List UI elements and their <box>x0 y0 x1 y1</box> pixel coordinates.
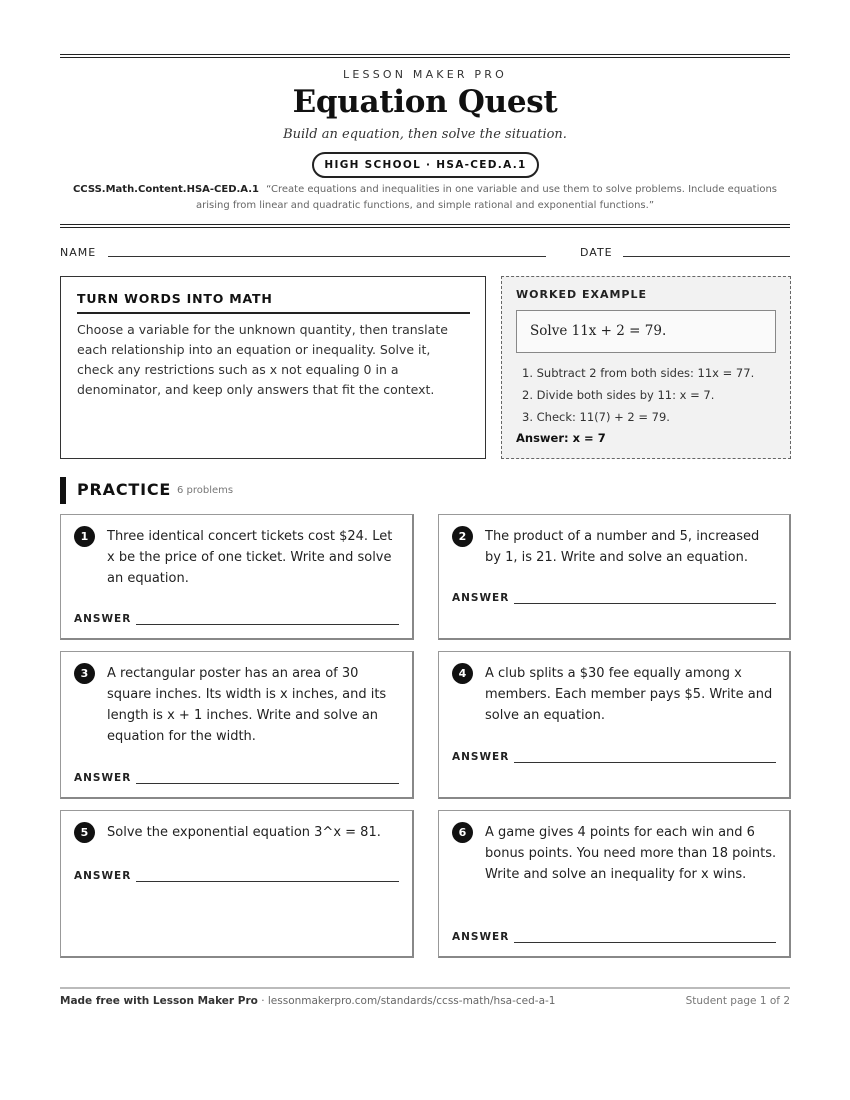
problem-card-3 <box>60 651 414 799</box>
page-title: Equation Quest <box>292 84 558 120</box>
practice-accent-bar <box>60 477 66 504</box>
answer-label: ANSWER <box>452 592 510 604</box>
problem-number-badge: 1 <box>74 526 95 547</box>
problem-number-badge: 5 <box>74 822 95 843</box>
answer-label: ANSWER <box>452 931 510 943</box>
date-label: DATE <box>580 246 613 259</box>
problem-card-6 <box>438 810 791 958</box>
answer-row <box>74 613 399 625</box>
problem-text: Solve the exponential equation 3^x = 81. <box>107 825 381 840</box>
problem-card-1 <box>60 514 414 640</box>
worked-example-box <box>501 276 791 459</box>
intro-heading: TURN WORDS INTO MATH <box>77 291 470 314</box>
problem-number-badge: 3 <box>74 663 95 684</box>
problem-text: The product of a number and 5, increased by 1, is 21. Write and solve an equation. <box>485 529 760 565</box>
answer-label: ANSWER <box>74 772 132 784</box>
answer-line[interactable] <box>136 881 399 882</box>
standard-statement <box>72 182 778 214</box>
page-subtitle: Build an equation, then solve the situation. <box>283 127 567 142</box>
problem-text: Three identical concert tickets cost $24. Let x be the price of one ticket. Write and solve an equation. <box>107 529 393 586</box>
answer-row <box>452 751 776 763</box>
footer-made-with: Made free with Lesson Maker Pro <box>60 995 258 1007</box>
worked-example-step: 2. Divide both sides by 11: x = 7. <box>522 388 715 402</box>
answer-line[interactable] <box>514 762 776 763</box>
answer-label: ANSWER <box>74 613 132 625</box>
answer-row <box>452 931 776 943</box>
standard-text: “Create equations and inequalities in one variable and use them to solve problems. Include equations arising from linear and quadratic functions, and simple rational and exponential functions.” <box>195 184 778 211</box>
name-field-line[interactable] <box>108 256 546 257</box>
answer-line[interactable] <box>514 942 776 943</box>
worked-example-steps <box>516 362 776 428</box>
answer-line[interactable] <box>136 783 399 784</box>
intro-body: Choose a variable for the unknown quantity, then translate each relationship into an equation or inequality. Solve it, check any restrictions such as x not equaling 0 in a denominator, and keep only answers that fit the context. <box>77 322 448 397</box>
worked-example-heading: WORKED EXAMPLE <box>516 288 647 301</box>
worked-example-step: 3. Check: 11(7) + 2 = 79. <box>522 410 670 424</box>
answer-row <box>452 592 776 604</box>
answer-line[interactable] <box>136 624 399 625</box>
answer-label: ANSWER <box>74 870 132 882</box>
worked-example-answer: Answer: x = 7 <box>516 431 606 445</box>
answer-label: ANSWER <box>452 751 510 763</box>
worked-example-problem: Solve 11x + 2 = 79. <box>516 310 776 353</box>
top-double-rule <box>60 54 790 58</box>
problem-card-2 <box>438 514 791 640</box>
practice-heading: PRACTICE <box>77 480 172 499</box>
name-label: NAME <box>60 246 97 259</box>
footer-credit <box>60 995 555 1007</box>
worked-example-step: 1. Subtract 2 from both sides: 11x = 77. <box>522 366 755 380</box>
problem-number-badge: 2 <box>452 526 473 547</box>
answer-row <box>74 772 399 784</box>
brand-label: LESSON MAKER PRO <box>343 68 507 81</box>
footer-url[interactable]: · lessonmakerpro.com/standards/ccss-math/hsa-ced-a-1 <box>257 995 556 1007</box>
problem-text: A game gives 4 points for each win and 6 bonus points. You need more than 18 points. Write and solve an inequality for x wins. <box>485 825 777 882</box>
practice-count: 6 problems <box>177 485 234 496</box>
header-bottom-rule <box>60 224 790 228</box>
footer-page-number: Student page 1 of 2 <box>685 995 790 1007</box>
problem-card-4 <box>438 651 791 799</box>
footer-rule <box>60 987 790 989</box>
problem-text: A club splits a $30 fee equally among x members. Each member pays $5. Write and solve an equation. <box>485 666 773 723</box>
date-field-line[interactable] <box>623 256 790 257</box>
level-badge: HIGH SCHOOL · HSA-CED.A.1 <box>312 152 539 178</box>
intro-box <box>60 276 486 459</box>
problem-card-5 <box>60 810 414 958</box>
problem-text: A rectangular poster has an area of 30 square inches. Its width is x inches, and its length is x + 1 inches. Write and solve an equation for the width. <box>107 666 387 744</box>
problem-number-badge: 6 <box>452 822 473 843</box>
answer-row <box>74 870 399 882</box>
answer-line[interactable] <box>514 603 776 604</box>
standard-code: CCSS.Math.Content.HSA-CED.A.1 <box>72 184 259 195</box>
problem-number-badge: 4 <box>452 663 473 684</box>
